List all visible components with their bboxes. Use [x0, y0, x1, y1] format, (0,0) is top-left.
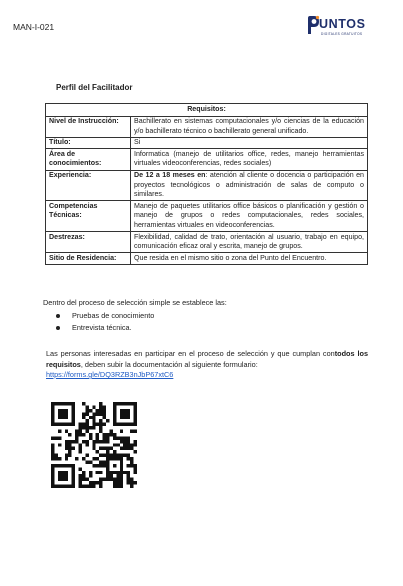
row-value: Flexibilidad, calidad de trato, orientación al usuario, trabajo en equipo, comunicación eficaz oral y escrita, manejo de grupos. [131, 232, 368, 253]
table-row [46, 170, 368, 201]
application-note [46, 349, 368, 381]
table-row [46, 137, 368, 149]
list-item [56, 310, 154, 322]
section-title: Perfil del Facilitador [56, 83, 133, 92]
selection-intro: Dentro del proceso de selección simple se establece las: [43, 298, 227, 307]
document-code: MAN-I-021 [13, 22, 55, 32]
row-key: Sitio de Residencia: [46, 253, 131, 265]
row-key: Área de conocimientos: [46, 149, 131, 170]
bullet-icon [56, 326, 60, 330]
row-value [131, 170, 368, 201]
experience-detail: : atención al cliente o docencia o participación en proyectos tecnológicos o administración de salas de computo o similares. [134, 171, 365, 199]
logo-tagline: DIGITALES GRATUITOS [321, 32, 363, 36]
list-item-label: Pruebas de conocimiento [72, 311, 155, 320]
list-item [56, 322, 154, 334]
logo-wordmark: UNTOS [319, 17, 366, 31]
form-link[interactable]: https://forms.gle/DQ3RZB3nJbP67xtC6 [46, 370, 174, 379]
selection-list [56, 310, 154, 334]
table-row [46, 149, 368, 170]
row-value: Informatica (manejo de utilitarios office, redes, manejo herramientas virtuales videoconferencias, redes sociales) [131, 149, 368, 170]
row-value: Si [131, 137, 368, 149]
note-text: Las personas interesadas en participar en el proceso de selección y que cumplan contodos los requisitos, deben subir la documentación al siguiente formulario: [46, 349, 368, 369]
table-row [46, 201, 368, 232]
row-key: Experiencia: [46, 170, 131, 201]
puntos-p-logo-icon [306, 15, 320, 35]
row-key: Nivel de Instrucción: [46, 116, 131, 137]
row-value: Que resida en el mismo sitio o zona del Punto del Encuentro. [131, 253, 368, 265]
table-row [46, 116, 368, 137]
row-key: Competencias Técnicas: [46, 201, 131, 232]
requirements-table [45, 103, 368, 265]
row-key: Título: [46, 137, 131, 149]
table-header: Requisitos: [46, 104, 368, 117]
row-value: Bachillerato en sistemas computacionales y/o ciencias de la educación y/o bachillerato técnico o bachillerato general unificado. [131, 116, 368, 137]
qr-code-icon [51, 402, 137, 488]
row-value: Manejo de paquetes utilitarios office básicos o planificación y gestión o manejo de grupos o redes computacionales, redes sociales, herramientas virtuales en videoconferencias. [131, 201, 368, 232]
note-emphasis: todos los requisitos [46, 349, 368, 369]
experience-duration: De 12 a 18 meses en [134, 171, 206, 180]
bullet-icon [56, 314, 60, 318]
table-header-row [46, 104, 368, 117]
table-row [46, 253, 368, 265]
row-key: Destrezas: [46, 232, 131, 253]
table-row [46, 232, 368, 253]
list-item-label: Entrevista técnica. [72, 323, 132, 332]
puntos-logo [306, 15, 376, 41]
